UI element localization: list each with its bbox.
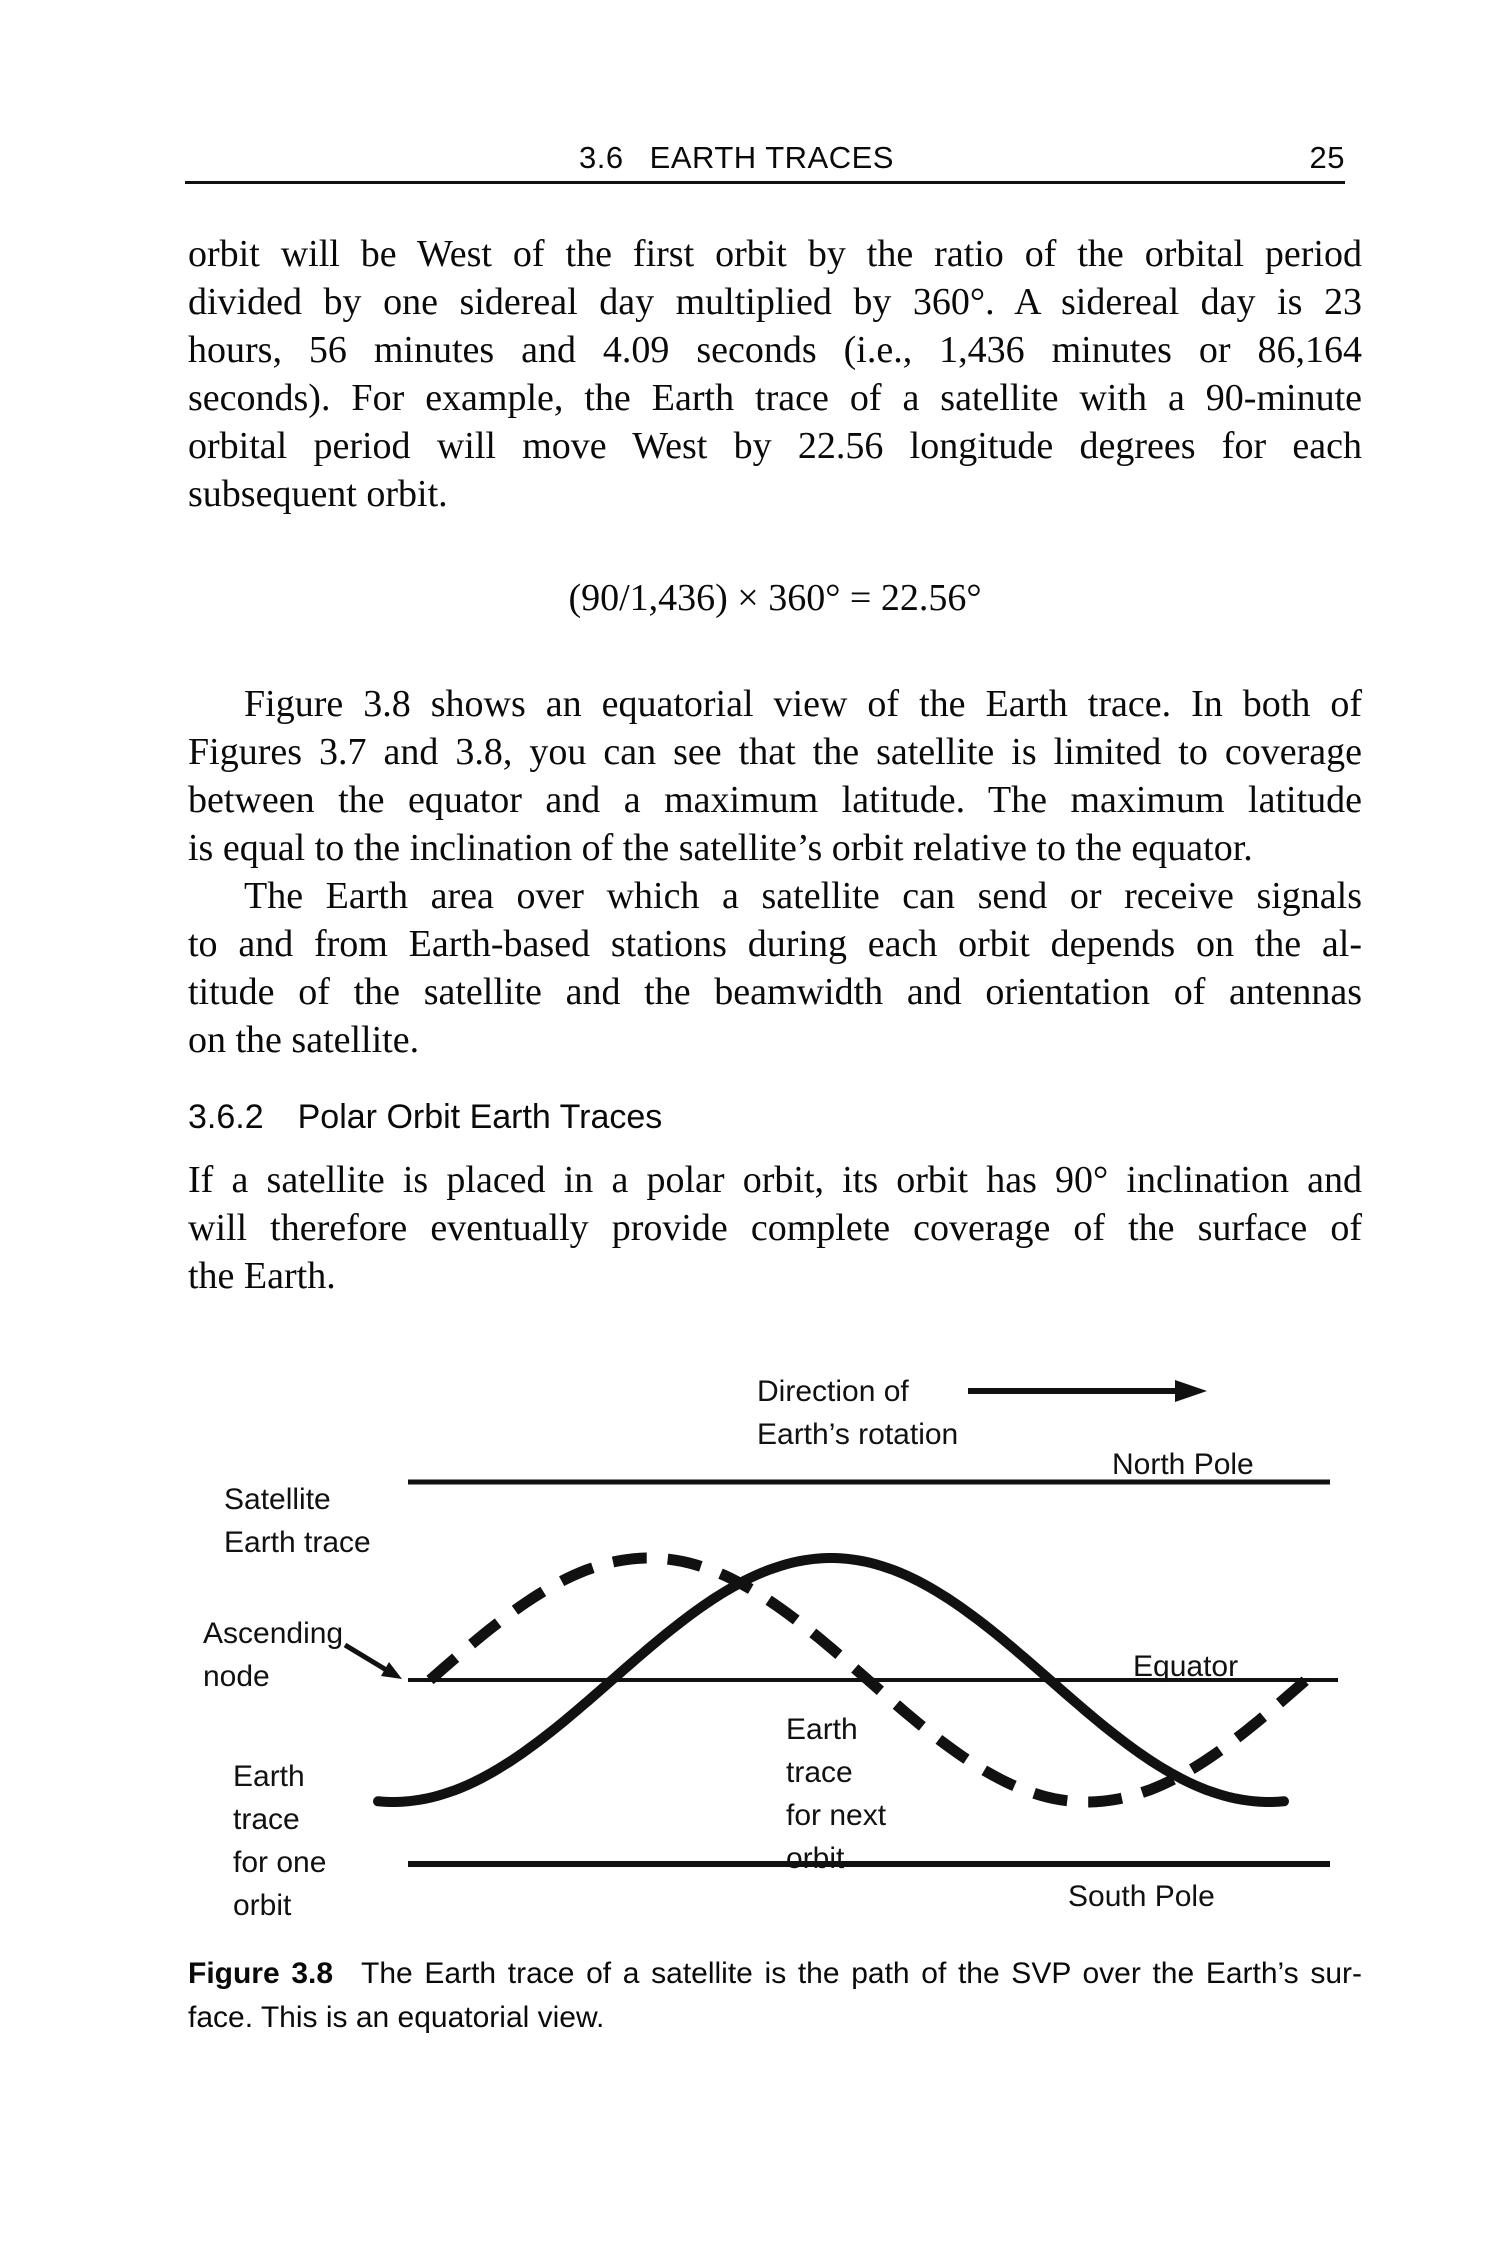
figure-caption [188, 1952, 1362, 2040]
paragraph-4 [188, 1156, 1362, 1300]
trace-one-line: trace [233, 1803, 300, 1836]
rotation-arrow-head [1175, 1380, 1207, 1402]
paragraph-3 [188, 872, 1362, 1064]
direction-label-line2: Earth’s rotation [757, 1418, 959, 1451]
section-number: 3.6 [579, 140, 624, 175]
paragraph-1 [188, 230, 1362, 518]
ascending-node-label [203, 1612, 343, 1698]
text-line: The Earth area over which a satellite can send or receive signals [244, 875, 1362, 917]
text-line: If a satellite is placed in a polar orbit, its orbit has 90° inclination and [188, 1159, 1362, 1201]
running-head [188, 140, 1345, 180]
trace-one-line: Earth [233, 1760, 305, 1793]
caption-figure-label: Figure 3.8 [188, 1957, 334, 1990]
text-line: to and from Earth-based stations during each orbit depends on the al- [188, 923, 1362, 965]
caption-text-line1: The Earth trace of a satellite is the path of the SVP over the Earth’s sur- [361, 1957, 1362, 1990]
north-pole-label: North Pole [1112, 1448, 1254, 1481]
text-line: between the equator and a maximum latitude. The maximum latitude [188, 779, 1362, 821]
subsection-heading [188, 1094, 1362, 1140]
section-title: EARTH TRACES [649, 140, 894, 175]
caption-text-line2: face. This is an equatorial view. [188, 2001, 605, 2034]
satellite-label-line2: Earth trace [224, 1526, 371, 1559]
trace-one-line: orbit [233, 1889, 292, 1922]
caption-line1 [188, 1952, 1362, 1996]
paragraph-2 [188, 680, 1362, 872]
ascending-label-line1: Ascending [203, 1617, 344, 1650]
text-line: orbit will be West of the first orbit by the ratio of the orbital period [188, 233, 1362, 275]
text-line: the Earth. [188, 1255, 336, 1297]
subsection-number: 3.6.2 [188, 1098, 264, 1136]
text-line: titude of the satellite and the beamwidth and orientation of antennas [188, 971, 1362, 1013]
text-line: Figures 3.7 and 3.8, you can see that the satellite is limited to coverage [188, 731, 1362, 773]
satellite-earth-trace-label [224, 1478, 371, 1564]
ascending-label-line2: node [203, 1660, 270, 1693]
trace-next-line: trace [786, 1756, 853, 1789]
ascending-node-arrow-shaft [345, 1645, 388, 1671]
equation: (90/1,436) × 360° = 22.56° [568, 577, 982, 619]
text-line: on the satellite. [188, 1019, 420, 1061]
satellite-label-line1: Satellite [224, 1483, 331, 1516]
direction-of-rotation-label [757, 1370, 958, 1456]
trace-next-line: Earth [786, 1713, 858, 1746]
text-line: hours, 56 minutes and 4.09 seconds (i.e., 1,436 minutes or 86,164 [188, 329, 1362, 371]
page-number: 25 [1309, 140, 1345, 175]
running-head-title [188, 140, 1285, 176]
text-line: divided by one sidereal day multiplied by 360°. A sidereal day is 23 [188, 281, 1362, 323]
ascending-node-arrow-head [381, 1662, 402, 1679]
text-line: seconds). For example, the Earth trace of a satellite with a 90-minute [188, 377, 1362, 419]
equator-label: Equator [1133, 1650, 1239, 1683]
text-line: orbital period will move West by 22.56 longitude degrees for each [188, 425, 1362, 467]
text-line: Figure 3.8 shows an equatorial view of the Earth trace. In both of [244, 683, 1362, 725]
south-pole-label: South Pole [1068, 1880, 1215, 1913]
trace-one-orbit-label [233, 1755, 326, 1927]
subsection-title: Polar Orbit Earth Traces [297, 1098, 663, 1136]
text-line: subsequent orbit. [188, 473, 448, 515]
direction-label-line1: Direction of [757, 1375, 909, 1408]
text-line: will therefore eventually provide complete coverage of the surface of [188, 1207, 1362, 1249]
trace-one-line: for one [233, 1846, 327, 1879]
text-column [188, 230, 1362, 1300]
header-rule [185, 181, 1345, 184]
trace-next-line: orbit [786, 1842, 845, 1875]
trace-next-orbit-label [786, 1708, 886, 1880]
trace-next-line: for next [786, 1799, 887, 1832]
text-line: is equal to the inclination of the satellite’s orbit relative to the equator. [188, 827, 1253, 869]
